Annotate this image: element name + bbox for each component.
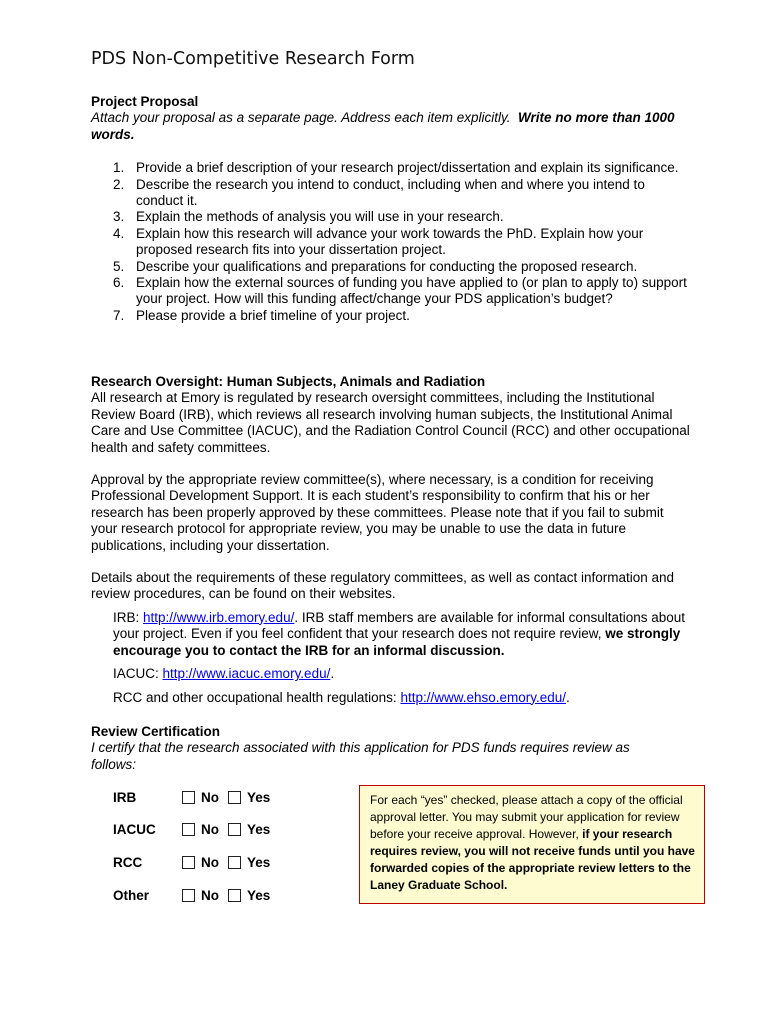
- list-item: 2. Describe the research you intend to conduct, including when and where you intend to conduct it.: [113, 176, 645, 209]
- page-title: PDS Non-Competitive Research Form: [91, 49, 415, 69]
- oversight-paragraph-2: Approval by the appropriate review committee(s), where necessary, is a condition for receiving Professional Development Support. It is each student’s responsibility to confirm that his or her research has been properly approved by these committees. Please note that if you fail to submit your research protocol for appropriate review, you may be unable to use the data in future publications, including your dissertation.: [91, 472, 664, 553]
- list-item: 3. Explain the methods of analysis you will use in your research.: [113, 209, 504, 225]
- oversight-paragraph-3: Details about the requirements of these regulatory committees, as well as contact information and review procedures, can be found on their websites.: [91, 570, 675, 602]
- proposal-heading: Project Proposal: [91, 94, 199, 109]
- list-item: 1. Provide a brief description of your research project/dissertation and explain its significance.: [113, 160, 679, 176]
- iacuc-yes-checkbox[interactable]: [228, 823, 241, 836]
- list-item: 4. Explain how this research will advance your work towards the PhD. Explain how your proposed research fits into your dissertation project.: [113, 225, 644, 258]
- oversight-paragraph-1: All research at Emory is regulated by research oversight committees, including the Institutional Review Board (IRB), which reviews all research involving human subjects, the Institutional Animal Care and Use Committee (IACUC), and the Radiation Control Council (RCC) and other occupational health and safety committees.: [91, 390, 690, 455]
- other-no-checkbox[interactable]: [182, 889, 195, 902]
- irb-info: IRB: http://www.irb.emory.edu/. IRB staff members are available for informal consultations about your project. Even if you feel confident that your research does not require review, we strongly encourage you to contact the IRB for an informal discussion.: [113, 609, 686, 658]
- rcc-link[interactable]: http://www.ehso.emory.edu/: [400, 689, 567, 705]
- rcc-yes-checkbox[interactable]: [228, 856, 241, 869]
- iacuc-info: IACUC: http://www.iacuc.emory.edu/.: [113, 666, 335, 682]
- certification-heading: Review Certification: [91, 724, 221, 739]
- list-item: 5. Describe your qualifications and preparations for conducting the proposed research.: [113, 258, 638, 274]
- list-item: 6. Explain how the external sources of funding you have applied to (or plan to apply to) support your project. How will this funding affect/change your PDS application’s budget?: [113, 275, 687, 307]
- irb-yes-checkbox[interactable]: [228, 791, 241, 804]
- proposal-intro: Attach your proposal as a separate page. Address each item explicitly. Write no more than 1000 words.: [91, 110, 675, 142]
- proposal-items-list: [91, 160, 691, 324]
- project-proposal-section: [91, 94, 691, 324]
- certification-intro: I certify that the research associated with this application for PDS funds requires review as follows:: [91, 740, 630, 772]
- rcc-no-checkbox[interactable]: [182, 856, 195, 869]
- review-certification-section: [91, 724, 691, 773]
- research-oversight-section: [91, 374, 691, 706]
- irb-no-checkbox[interactable]: [182, 791, 195, 804]
- other-yes-checkbox[interactable]: [228, 889, 241, 902]
- approval-notice-box: For each “yes” checked, please attach a copy of the official approval letter. You may submit your application for review before your receive approval. However, if your research requires review, you will not receive funds until you have forwarded copies of the appropriate review letters to the Laney Graduate School.: [359, 785, 705, 904]
- list-item: 7. Please provide a brief timeline of your project.: [113, 307, 410, 323]
- rcc-info: RCC and other occupational health regulations: http://www.ehso.emory.edu/.: [113, 689, 570, 705]
- oversight-heading: Research Oversight: Human Subjects, Animals and Radiation: [91, 374, 486, 389]
- irb-link[interactable]: http://www.irb.emory.edu/: [143, 609, 295, 625]
- form-page: PDS Non-Competitive Research Form Project Proposal Attach your proposal as a separate page. Address each item explicitly. Write no more than 1000 words. 1. Provide a brief description of your research project/dissertation and explain its significance. 2. Describe the research you intend to conduct, including when and where you intend to conduct it. 3. Explain the methods of analysis you will use in your research. 4. Explain how this research will advance your work towards the PhD. Explain how your proposed research fits into your dissertation project. 5. Describe your qualifications and preparations for conducting the proposed research. 6. Explain how the external sources of funding you have applied to (or plan to apply to) support your project. How will this funding affect/change your PDS application’s budget? 7. Please provide a brief timeline of your project. Research Oversight: Human Subjects, Animals and Radiation All research at Emory is regulated by research oversight committees, including the Institutional Review Board (IRB), which reviews all research involving human subjects, the Institutional Animal Care and Use Committee (IACUC), and the Radiation Control Council (RCC) and other occupational health and safety committees. Approval by the appropriate review committee(s), where necessary, is a condition for receiving Professional Development Support. It is each student’s responsibility to confirm that his or her research has been properly approved by these committees. Please note that if you fail to submit your research protocol for appropriate review, you may be unable to use the data in future publications, including your dissertation. Details about the requirements of these regulatory committees, as well as contact information and review procedures, can be found on their websites. IRB: http://www.irb.emory.edu/. IRB staff members are available for informal consultations about your project. Even if you feel confident that your research does not require review, we strongly encourage you to contact the IRB for an informal discussion. IACUC: http://www.iacuc.emory.edu/. RCC and other occupational health regulations: http://www.ehso.emory.edu/. Review Certification I certify that the research associated with this application for PDS funds requires review as follows: IRB No Yes IACUC No Yes RCC No Yes Other No Yes For each “yes” checked, please attach a copy of the official approval letter. You may submit your application for review before your receive approval. However, if your research requires review, you will not receive funds until you have forwarded copies of the appropriate review letters to the Laney Graduate School.: [0, 0, 770, 1024]
- iacuc-link[interactable]: http://www.iacuc.emory.edu/: [162, 666, 331, 682]
- iacuc-no-checkbox[interactable]: [182, 823, 195, 836]
